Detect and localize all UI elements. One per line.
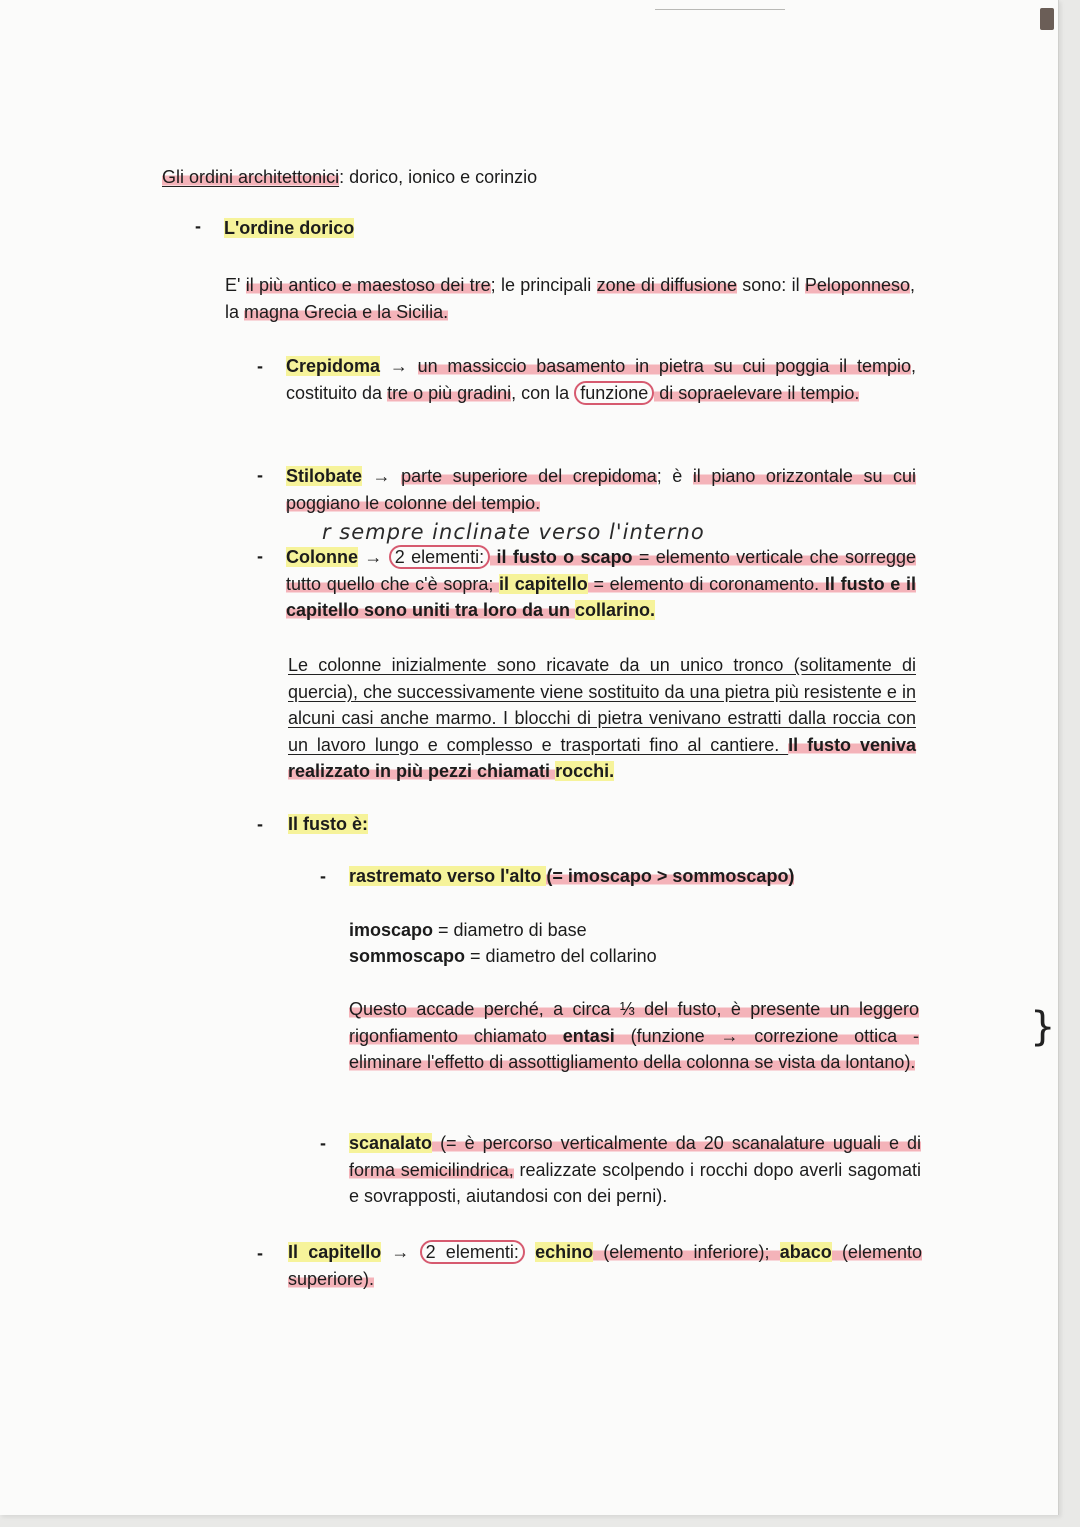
definition-imoscapo: imoscapo = diametro di base xyxy=(349,920,587,940)
fusto-heading: Il fusto è: xyxy=(288,814,368,834)
bullet-dash: - xyxy=(257,1243,263,1263)
section-heading-text: L'ordine dorico xyxy=(224,218,355,238)
binder-tab xyxy=(1040,8,1054,30)
title-rest: : dorico, ionico e corinzio xyxy=(339,167,538,187)
page-title xyxy=(162,164,537,191)
item-crepidoma: Crepidoma → un massiccio basamento in pietra su cui poggia il tempio, costituito da tre o più gradini, con la funzione di sopraelevare il tempio. xyxy=(286,356,916,403)
intro-paragraph: E' il più antico e maestoso dei tre; le principali zone di diffusione sono: il Peloponneso, la magna Grecia e la Sicilia. xyxy=(225,275,915,322)
entasi-paragraph: Questo accade perché, a circa ⅓ del fusto, è presente un leggero rigonfiamento chiamato entasi (funzione → correzione ottica - eliminare l'effetto di assottigliamento della colonna se vista da lontano). xyxy=(349,999,919,1072)
section-heading xyxy=(224,215,354,242)
bullet-dash: - xyxy=(257,814,263,834)
item-colonne: Colonne → 2 elementi: il fusto o scapo = elemento verticale che sorregge tutto quello che c'è sopra; il capitello = elemento di coronamento. Il fusto e il capitello sono uniti tra loro da un collarino. xyxy=(286,547,916,620)
bullet-dash: - xyxy=(257,465,263,485)
bullet-dash: - xyxy=(257,356,263,376)
circled-word: funzione xyxy=(574,381,654,405)
item-capitello: Il capitello → 2 elementi: echino (elemento inferiore); abaco (elemento superiore). xyxy=(288,1242,922,1289)
item-stilobate: Stilobate → parte superiore del crepidoma; è il piano orizzontale su cui poggiano le colonne del tempio. xyxy=(286,466,916,513)
colonne-paragraph: Le colonne inizialmente sono ricavate da un unico tronco (solitamente di quercia), che successivamente viene sostituito da una pietra più resistente e in alcuni casi anche marmo. I blocchi di pietra venivano estratti dalla roccia con un lavoro lungo e complesso e trasportati fino al cantiere. Il fusto veniva realizzato in più pezzi chiamati rocchi. xyxy=(288,655,916,781)
title-underlined: Gli ordini architettonici xyxy=(162,167,340,187)
handwritten-note: r sempre inclinate verso l'interno xyxy=(322,520,705,544)
definition-sommoscapo: sommoscapo = diametro del collarino xyxy=(349,946,657,966)
item-rastremato: rastremato verso l'alto (= imoscapo > sommoscapo) xyxy=(349,866,795,886)
brace-mark: } xyxy=(1030,1004,1056,1050)
divider-line xyxy=(655,9,785,10)
bullet-dash: - xyxy=(257,546,263,566)
bullet-dash: - xyxy=(195,216,201,236)
item-scanalato: scanalato (= è percorso verticalmente da 20 scanalature uguali e di forma semicilindrica, realizzate scolpendo i rocchi dopo averli sagomati e sovrapposti, aiutandosi con dei perni). xyxy=(349,1133,921,1206)
bullet-dash: - xyxy=(320,1133,326,1153)
bullet-dash: - xyxy=(320,866,326,886)
